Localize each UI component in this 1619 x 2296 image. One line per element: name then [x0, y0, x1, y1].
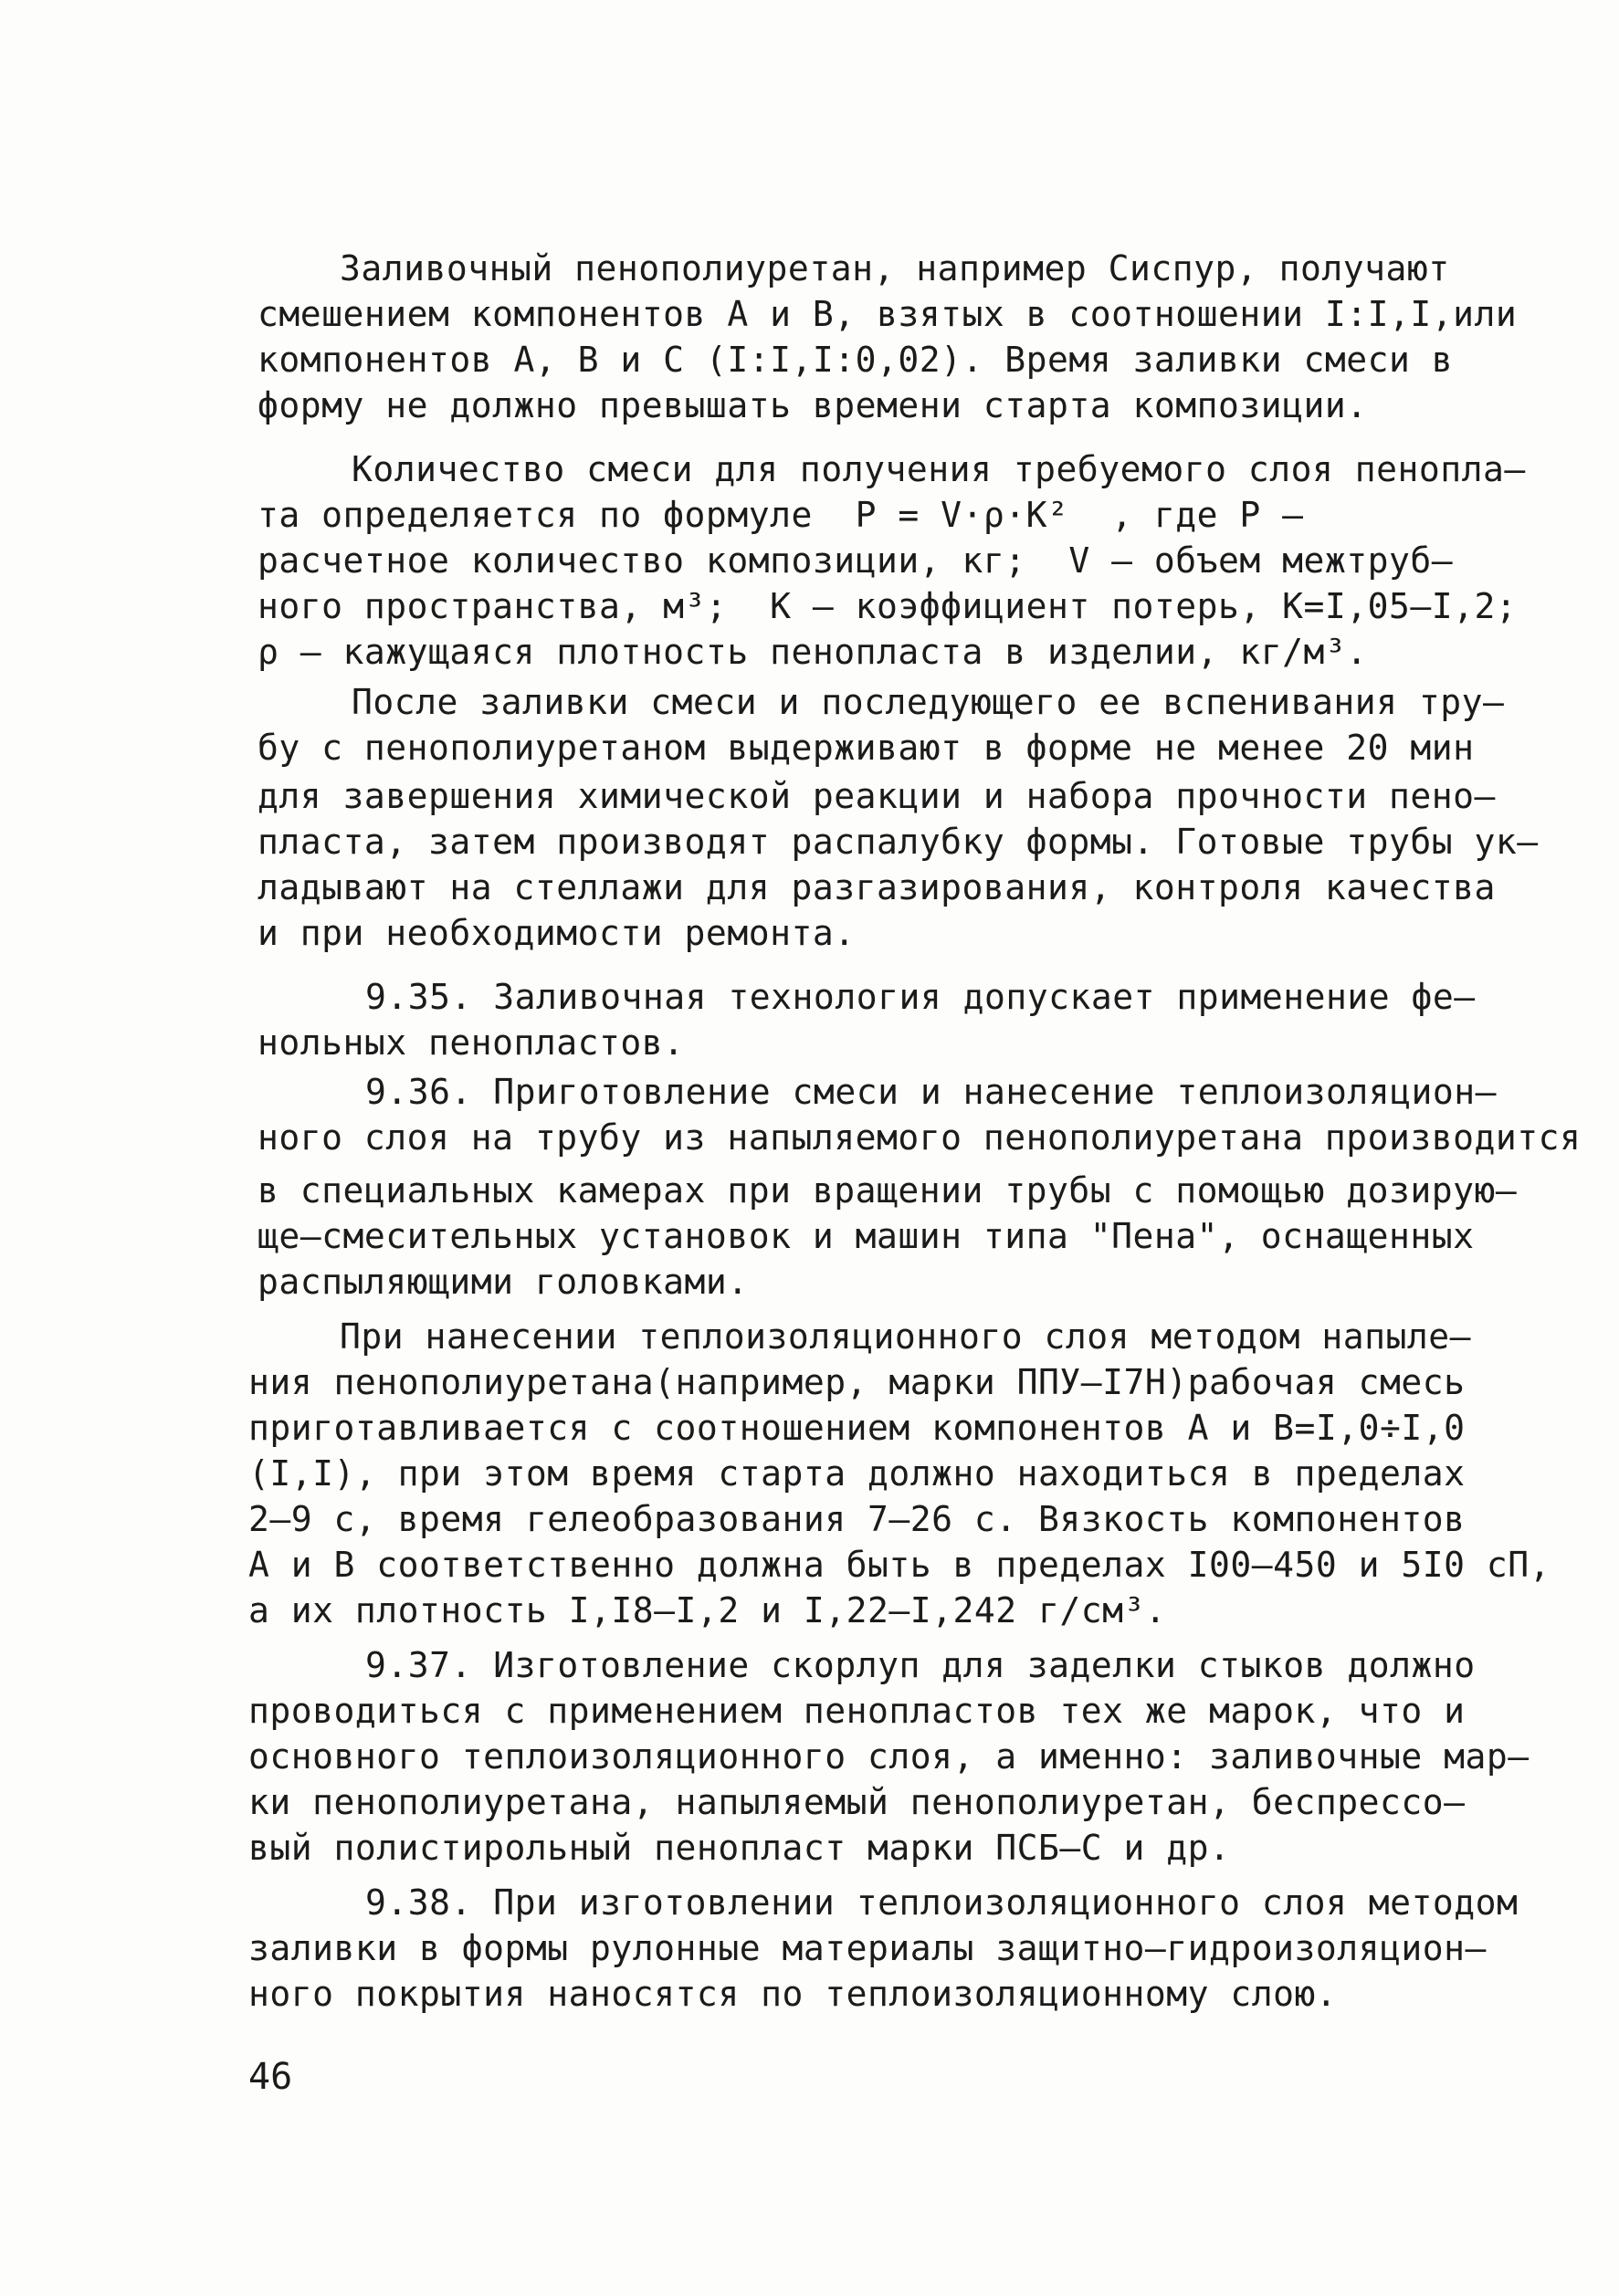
text-line: 9.35. Заливочная технология допускает применение фе– [365, 977, 1476, 1017]
text-line: ния пенополиуретана(например, марки ППУ–I7Н)рабочая смесь [248, 1362, 1466, 1402]
text-line: ного пространства, м³; К – коэффициент потерь, К=I,05–I,2; [258, 586, 1518, 626]
text-line: компонентов А, В и С (I:I,I:0,02). Время заливки смеси в [258, 340, 1454, 380]
text-line: 9.36. Приготовление смеси и нанесение теплоизоляцион– [365, 1072, 1498, 1112]
text-line: бу с пенополиуретаном выдерживают в форме не менее 20 мин [258, 728, 1475, 768]
text-line: Количество смеси для получения требуемого слоя пенопла– [352, 449, 1526, 489]
text-line: ного покрытия наносятся по теплоизоляционному слою. [248, 1974, 1338, 2014]
text-line: 9.38. При изготовлении теплоизоляционного слоя методом [365, 1882, 1519, 1923]
page-number: 46 [248, 2056, 293, 2098]
text-line: а их плотность I,I8–I,2 и I,22–I,242 г/см³. [248, 1590, 1167, 1630]
text-line: ще–смесительных установок и машин типа "Пена", оснащенных [258, 1216, 1475, 1256]
text-line: ладывают на стеллажи для разгазирования, контроля качества [258, 867, 1496, 907]
text-line: Заливочный пенополиуретан, например Сиспур, получают [340, 248, 1450, 288]
text-line: 9.37. Изготовление скорлуп для заделки стыков должно [365, 1645, 1476, 1685]
text-line: 2–9 с, время гелеобразования 7–26 с. Вязкость компонентов [248, 1499, 1466, 1539]
text-line: проводиться с применением пенопластов тех же марок, что и [248, 1691, 1466, 1731]
text-line: (I,I), при этом время старта должно находиться в пределах [248, 1453, 1466, 1494]
text-line: приготавливается с соотношением компонентов А и В=I,0÷I,0 [248, 1408, 1466, 1448]
text-line: нольных пенопластов. [258, 1022, 685, 1063]
text-line: для завершения химической реакции и набора прочности пено– [258, 776, 1496, 816]
text-line: После заливки смеси и последующего ее вспенивания тру– [352, 682, 1505, 722]
text-line: та определяется по формуле Р = V·ρ·К² , где Р – [258, 495, 1304, 535]
text-line: основного теплоизоляционного слоя, а именно: заливочные мар– [248, 1736, 1530, 1777]
text-line: форму не должно превышать времени старта композиции. [258, 385, 1368, 425]
text-line: вый полистирольный пенопласт марки ПСБ–С и др. [248, 1828, 1231, 1868]
text-line: ки пенополиуретана, напыляемый пенополиуретан, беспрессо– [248, 1782, 1466, 1822]
text-line: распыляющими головками. [258, 1262, 749, 1302]
text-line: расчетное количество композиции, кг; V – объем межтруб– [258, 540, 1454, 581]
text-line: При нанесении теплоизоляционного слоя методом напыле– [340, 1316, 1472, 1357]
text-line: ρ – кажущаяся плотность пенопласта в изделии, кг/м³. [258, 632, 1368, 672]
text-line: смешением компонентов А и В, взятых в соотношении I:I,I,или [258, 294, 1518, 334]
text-line: пласта, затем производят распалубку формы. Готовые трубы ук– [258, 822, 1539, 862]
text-line: А и В соответственно должна быть в пределах I00–450 и 5I0 сП, [248, 1545, 1551, 1585]
text-line: и при необходимости ремонта. [258, 913, 856, 953]
text-line: заливки в формы рулонные материалы защитно–гидроизоляцион– [248, 1928, 1487, 1968]
text-line: в специальных камерах при вращении трубы с помощью дозирую– [258, 1170, 1518, 1211]
text-line: ного слоя на трубу из напыляемого пенополиуретана производится [258, 1117, 1582, 1158]
